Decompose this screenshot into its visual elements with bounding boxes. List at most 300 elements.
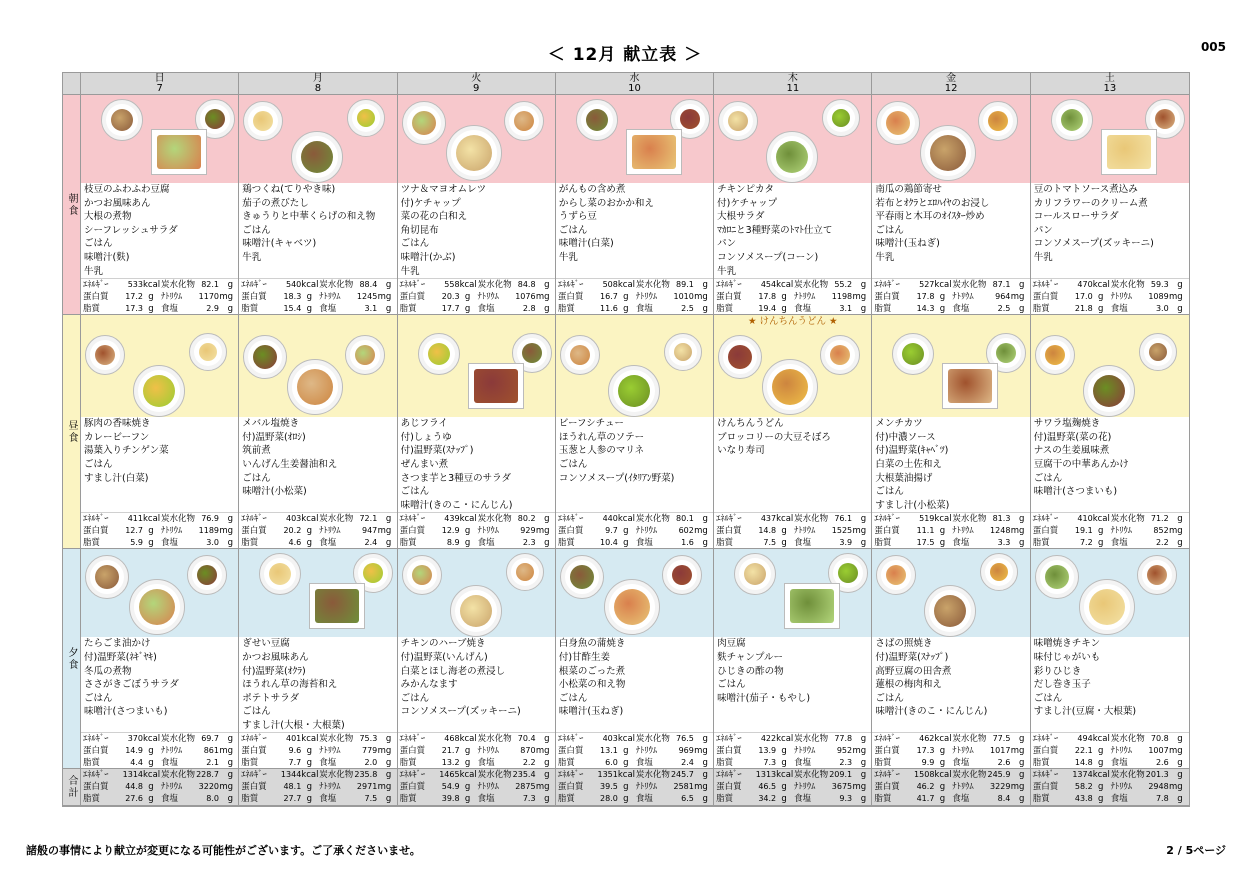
nutrient-unit: kcal (459, 770, 477, 781)
nutrient-value: 18.3 (283, 292, 302, 302)
nutrition-block (1031, 512, 1189, 548)
dish-plate (820, 335, 860, 375)
nutrient-unit: g (464, 292, 471, 303)
dish-plate (85, 335, 125, 375)
nutrient-fat-row (716, 757, 869, 769)
nutrient-unit: mg (219, 746, 233, 757)
nutrient-value: 2.8 (522, 304, 536, 314)
nutrient-label: 脂質 (874, 538, 892, 549)
nutrient-fat-row (874, 757, 1027, 769)
nutrient-label: 蛋白質 (1032, 746, 1059, 757)
meal-photo (398, 95, 555, 183)
nutrient-label: 食塩 (477, 758, 495, 769)
nutrient-label: 蛋白質 (399, 292, 426, 303)
nutrient-label: ﾅﾄﾘｳﾑ (477, 292, 499, 303)
menu-item: 付)温野菜(ｽﾅｯﾌﾟ) (400, 445, 474, 457)
nutrient-value: 17.3 (125, 304, 143, 314)
footer-note: 諸般の事情により献立が変更になる可能性がございます。ご了承くださいませ。 (26, 844, 421, 857)
nutrient-value: 76.5 (676, 734, 694, 744)
nutrient-label: ﾅﾄﾘｳﾑ (161, 746, 183, 757)
food (996, 343, 1016, 363)
nutrition-block (1031, 732, 1189, 768)
nutrient-label: ｴﾈﾙｷﾞｰ (399, 770, 426, 781)
dish-plate (980, 553, 1018, 591)
menu-item (717, 472, 871, 486)
menu-item: 大根葉油揚げ (875, 472, 933, 484)
nutrient-unit: mg (852, 292, 867, 303)
nutrient-value: 235.4 (512, 770, 536, 780)
nutrient-label: ｴﾈﾙｷﾞｰ (716, 280, 742, 291)
nutrient-unit: g (306, 782, 312, 793)
nutrient-value: 20.2 (283, 526, 302, 536)
menu-item: 付)温野菜(いんげん) (400, 651, 488, 663)
dish-plate (892, 333, 934, 375)
nutrient-value: 1465 (439, 770, 460, 780)
food (1107, 135, 1151, 169)
food (474, 369, 518, 403)
nutrient-label: 炭水化物 (1110, 280, 1145, 291)
nutrient-label: 食塩 (1110, 794, 1128, 805)
dish-plate (608, 365, 660, 417)
nutrient-value: 439 (444, 514, 460, 524)
food (728, 111, 748, 131)
meal-photo (556, 329, 713, 417)
nutrient-value: 2581 (673, 782, 694, 792)
nutrient-label: 食塩 (635, 758, 653, 769)
menu-item: 牛乳 (717, 265, 737, 277)
menu-items (556, 417, 713, 512)
nutrient-label: 食塩 (161, 538, 179, 549)
meal-photo (81, 95, 238, 183)
nutrient-label: 食塩 (635, 304, 653, 315)
nutrient-label: 食塩 (794, 538, 812, 549)
dish-plate (345, 335, 385, 375)
nutrient-unit: kcal (143, 734, 161, 745)
menu-item: ごはん (242, 472, 271, 484)
nutrient-label: ﾅﾄﾘｳﾑ (319, 292, 341, 303)
dish-plate (291, 131, 343, 183)
nutrient-label: 食塩 (1110, 304, 1128, 315)
menu-item: ごはん (1033, 472, 1063, 484)
meal-photo (81, 329, 238, 417)
nutrient-energy-row (558, 279, 711, 291)
food (570, 565, 594, 589)
dish-plate (1035, 555, 1079, 599)
nutrient-value: 454 (760, 280, 777, 290)
nutrient-value: 1508 (914, 770, 935, 780)
menu-item: ごはん (558, 224, 588, 236)
nutrient-value: 540 (286, 280, 302, 290)
nutrient-unit: g (1097, 794, 1104, 805)
nutrient-unit: kcal (301, 770, 319, 781)
nutrient-value: 27.6 (125, 794, 143, 804)
nutrient-value: 14.8 (758, 526, 777, 536)
total-cell (556, 769, 714, 805)
nutrient-energy-row (1033, 769, 1187, 781)
menu-item: 付)ケチャップ (717, 197, 778, 209)
nutrient-unit: kcal (301, 514, 319, 525)
nutrient-protein-row (558, 781, 711, 793)
nutrition-block (556, 512, 713, 548)
menu-item: うずら豆 (558, 211, 597, 223)
nutrient-unit: g (939, 794, 946, 805)
menu-item: ビーフシチュー (558, 418, 624, 430)
nutrient-label: 蛋白質 (241, 746, 267, 757)
nutrient-value: 468 (444, 734, 460, 744)
menu-item: 味噌汁(白菜) (558, 238, 614, 250)
nutrient-unit: g (385, 538, 392, 549)
meal-photo (714, 329, 871, 417)
nutrient-value: 46.5 (758, 782, 777, 792)
nutrient-unit: g (148, 782, 154, 793)
nutrient-unit: g (544, 280, 550, 291)
nutrient-label: ﾅﾄﾘｳﾑ (952, 526, 974, 537)
menu-item: あじフライ (400, 418, 448, 430)
food (412, 111, 436, 135)
nutrient-label: 脂質 (874, 758, 892, 769)
nutrient-label: 食塩 (319, 758, 337, 769)
nutrient-value: 370 (127, 734, 143, 744)
nutrient-label: 炭水化物 (1110, 514, 1145, 525)
meal-photo (556, 549, 713, 637)
nutrient-label: ﾅﾄﾘｳﾑ (1110, 292, 1132, 303)
nutrient-label: 脂質 (83, 794, 101, 805)
nutrient-value: 440 (602, 514, 618, 524)
nutrient-unit: mg (852, 526, 867, 537)
nutrient-label: 炭水化物 (319, 734, 354, 745)
dish-plate (1137, 555, 1177, 595)
nutrient-label: 食塩 (794, 304, 812, 315)
food (990, 563, 1008, 581)
menu-item: 肉豆腐 (717, 638, 746, 650)
nutrition-block (398, 512, 555, 548)
menu-items (872, 417, 1029, 512)
dish-plate (718, 335, 762, 379)
menu-cell (239, 95, 397, 314)
menu-item: すまし汁(小松菜) (875, 499, 950, 511)
menu-item: 味噌汁(茄子・もやし) (717, 692, 811, 704)
nutrient-value: 861 (203, 746, 219, 756)
nutrient-value: 519 (919, 514, 935, 524)
nutrient-value: 1314 (122, 770, 143, 780)
meal-photo (556, 95, 713, 183)
nutrient-value: 17.7 (441, 304, 460, 314)
menu-items (556, 183, 713, 278)
nutrient-fat-row (83, 537, 236, 549)
menu-item: メバル塩焼き (242, 418, 300, 430)
nutrient-value: 209.1 (829, 770, 853, 780)
nutrient-unit: mg (1169, 292, 1183, 303)
nutrient-unit: kcal (143, 280, 161, 291)
total-label: 合計 (63, 769, 81, 805)
nutrient-fat-row (400, 793, 553, 805)
food (838, 563, 858, 583)
dish-plate (1083, 365, 1135, 417)
nutrient-value: 89.1 (676, 280, 694, 290)
menu-item: かつお風味あん (242, 651, 309, 663)
special-menu-banner (872, 315, 1029, 329)
nutrient-label: 炭水化物 (794, 770, 829, 781)
nutrient-protein-row (1033, 781, 1187, 793)
menu-item: 彩りひじき (1033, 665, 1082, 677)
day-of-week: 木 (787, 73, 798, 84)
nutrient-label: ﾅﾄﾘｳﾑ (794, 746, 816, 757)
nutrient-value: 43.8 (1074, 794, 1093, 804)
nutrition-block (714, 769, 871, 805)
menu-cell (1031, 549, 1189, 768)
menu-item (717, 499, 871, 513)
nutrient-label: ﾅﾄﾘｳﾑ (477, 526, 499, 537)
nutrient-label: 食塩 (952, 794, 970, 805)
menu-item (559, 499, 713, 513)
nutrient-unit: g (148, 292, 154, 303)
dish-plate (876, 101, 920, 145)
dish-plate (718, 101, 758, 141)
nutrient-unit: g (1177, 770, 1183, 781)
nutrient-energy-row (716, 733, 869, 745)
nutrient-value: 44.8 (125, 782, 143, 792)
nutrient-value: 2.1 (206, 758, 219, 768)
special-menu-banner (1031, 315, 1189, 329)
nutrient-unit: g (544, 734, 550, 745)
menu-cell (1031, 95, 1189, 314)
nutrient-value: 28.0 (600, 794, 618, 804)
nutrient-unit: g (227, 538, 233, 549)
nutrient-label: 食塩 (477, 304, 495, 315)
nutrient-value: 1089 (1148, 292, 1169, 302)
day-date: 11 (786, 83, 800, 94)
menu-cell (872, 549, 1030, 768)
nutrient-value: 17.0 (1074, 292, 1093, 302)
nutrient-energy-row (241, 513, 394, 525)
menu-item: けんちんうどん (717, 418, 784, 430)
nutrient-unit: g (623, 304, 629, 315)
nutrient-label: 脂質 (399, 758, 417, 769)
nutrient-energy-row (400, 733, 553, 745)
nutrient-protein-row (874, 525, 1027, 537)
dish-plate (506, 553, 544, 591)
nutrient-unit: kcal (617, 734, 636, 745)
nutrient-fat-row (400, 303, 553, 315)
dish-plate-square (1101, 129, 1157, 175)
food (886, 111, 910, 135)
nutrient-value: 75.3 (359, 734, 378, 744)
nutrient-label: 脂質 (557, 758, 575, 769)
nutrient-unit: mg (852, 782, 867, 793)
dish-plate-square (942, 363, 998, 409)
nutrient-value: 533 (127, 280, 143, 290)
menu-item: 味噌汁(きのこ・にんじん) (875, 706, 988, 718)
nutrient-value: 422 (760, 734, 777, 744)
nutrient-unit: kcal (143, 770, 161, 781)
menu-item: ひじきの酢の物 (717, 665, 784, 677)
food (428, 343, 450, 365)
nutrient-value: 527 (919, 280, 935, 290)
nutrient-value: 39.5 (600, 782, 618, 792)
meal-photo (81, 549, 238, 637)
dish-plate (576, 99, 618, 141)
nutrient-value: 7.5 (364, 794, 378, 804)
dish-plate (402, 101, 446, 145)
nutrient-label: 脂質 (716, 304, 734, 315)
nutrient-protein-row (241, 291, 394, 303)
menu-item: 牛乳 (558, 251, 578, 263)
nutrient-label: 脂質 (557, 538, 575, 549)
nutrient-value: 76.9 (201, 514, 219, 524)
nutrient-unit: g (702, 758, 708, 769)
menu-items (398, 183, 555, 278)
nutrient-unit: g (306, 794, 312, 805)
nutrient-label: ﾅﾄﾘｳﾑ (319, 782, 341, 793)
nutrient-value: 2.5 (997, 304, 1011, 314)
menu-items (714, 637, 871, 732)
food (680, 109, 700, 129)
nutrient-energy-row (874, 769, 1027, 781)
day-of-week: 日 (154, 73, 165, 84)
food (930, 135, 966, 171)
nutrient-value: 969 (678, 746, 694, 756)
nutrient-unit: kcal (776, 280, 794, 291)
nutrient-value: 11.1 (916, 526, 935, 536)
menu-item: 筑前煮 (242, 445, 271, 457)
menu-item (1034, 265, 1189, 279)
nutrient-unit: kcal (617, 770, 636, 781)
dish-plate-square (151, 129, 207, 175)
nutrient-value: 3.3 (997, 538, 1011, 548)
nutrient-unit: g (1019, 758, 1025, 769)
nutrient-unit: mg (377, 292, 392, 303)
food (111, 109, 133, 131)
dish-plate (402, 555, 442, 595)
food (514, 111, 534, 131)
menu-item: 付)温野菜(ｵﾛｼ) (242, 431, 306, 443)
menu-cell (239, 549, 397, 768)
nutrient-unit: g (1019, 280, 1025, 291)
nutrient-value: 4.6 (288, 538, 302, 548)
meal-photo (872, 329, 1029, 417)
menu-items (714, 183, 871, 278)
nutrient-unit: g (464, 746, 471, 757)
meal-row (63, 315, 1189, 549)
menu-items (81, 637, 238, 732)
nutrition-block (556, 732, 713, 768)
nutrient-unit: g (227, 514, 233, 525)
nutrient-unit: mg (535, 292, 550, 303)
food (830, 345, 850, 365)
nutrient-value: 1248 (990, 526, 1011, 536)
menu-cell (1031, 315, 1189, 548)
nutrient-value: 245.9 (987, 770, 1011, 780)
nutrient-unit: g (306, 526, 312, 537)
day-of-week: 火 (471, 73, 482, 84)
menu-item: 大根サラダ (717, 211, 765, 223)
nutrient-unit: g (702, 514, 708, 525)
nutrient-unit: g (385, 280, 392, 291)
nutrition-block (81, 512, 238, 548)
day-of-week: 月 (312, 73, 323, 84)
nutrient-label: 炭水化物 (161, 770, 196, 781)
nutrient-label: 脂質 (1032, 794, 1050, 805)
nutrient-value: 8.9 (446, 538, 460, 548)
nutrient-value: 3.0 (206, 538, 219, 548)
nutrient-label: 蛋白質 (83, 292, 109, 303)
menu-item: ごはん (875, 486, 904, 498)
nutrient-value: 16.7 (600, 292, 618, 302)
nutrient-value: 77.8 (834, 734, 853, 744)
menu-item: コールスローサラダ (1033, 211, 1119, 223)
nutrient-unit: g (148, 746, 154, 757)
total-cell (872, 769, 1030, 805)
dish-plate (187, 555, 227, 595)
nutrient-label: 蛋白質 (241, 292, 267, 303)
nutrient-unit: g (702, 538, 708, 549)
nutrient-value: 8.4 (997, 794, 1011, 804)
nutrient-fat-row (400, 537, 553, 549)
day-header (239, 73, 397, 94)
dish-plate (133, 365, 185, 417)
meal-photo (398, 329, 555, 417)
nutrient-value: 1351 (597, 770, 618, 780)
menu-item: 牛乳 (1033, 251, 1053, 263)
nutrient-value: 1198 (831, 292, 853, 302)
food (95, 565, 119, 589)
nutrient-protein-row (400, 781, 553, 793)
total-row (63, 769, 1189, 806)
nutrient-energy-row (874, 513, 1027, 525)
nutrient-unit: g (781, 758, 787, 769)
menu-item: 小松菜の和え物 (558, 679, 626, 691)
menu-item: ごはん (84, 238, 113, 250)
nutrient-label: 脂質 (874, 794, 892, 805)
meal-row (63, 95, 1189, 315)
menu-item: 麩チャンプルー (717, 651, 783, 663)
nutrient-energy-row (1033, 513, 1187, 525)
nutrient-energy-row (558, 769, 711, 781)
meal-photo (1031, 329, 1189, 417)
nutrient-fat-row (716, 303, 869, 315)
nutrient-label: 脂質 (399, 794, 417, 805)
nutrient-label: ｴﾈﾙｷﾞｰ (83, 514, 109, 525)
nutrient-fat-row (1033, 793, 1187, 805)
nutrient-value: 403 (286, 514, 302, 524)
menu-item (875, 265, 1029, 279)
nutrient-value: 17.3 (916, 746, 935, 756)
nutrient-value: 87.1 (992, 280, 1011, 290)
nutrient-label: 脂質 (557, 304, 575, 315)
nutrient-unit: g (702, 770, 708, 781)
header-corner (63, 73, 81, 94)
nutrient-label: 食塩 (952, 758, 970, 769)
food (790, 589, 834, 623)
nutrient-value: 508 (602, 280, 618, 290)
dish-plate-square (626, 129, 682, 175)
food (614, 589, 650, 625)
nutrient-label: 蛋白質 (716, 292, 742, 303)
menu-item: 付)温野菜(ｵｸﾗ) (242, 665, 306, 677)
meal-photo (714, 549, 871, 637)
nutrient-value: 403 (602, 734, 618, 744)
food (199, 343, 217, 361)
nutrient-label: 炭水化物 (952, 514, 987, 525)
nutrient-label: 蛋白質 (874, 782, 900, 793)
nutrient-unit: g (939, 292, 946, 303)
food (1149, 343, 1167, 361)
nutrient-label: 蛋白質 (241, 782, 267, 793)
nutrient-fat-row (874, 303, 1027, 315)
menu-item: 菜の花の白和え (400, 211, 468, 223)
menu-items (556, 637, 713, 732)
nutrient-unit: g (860, 280, 867, 291)
